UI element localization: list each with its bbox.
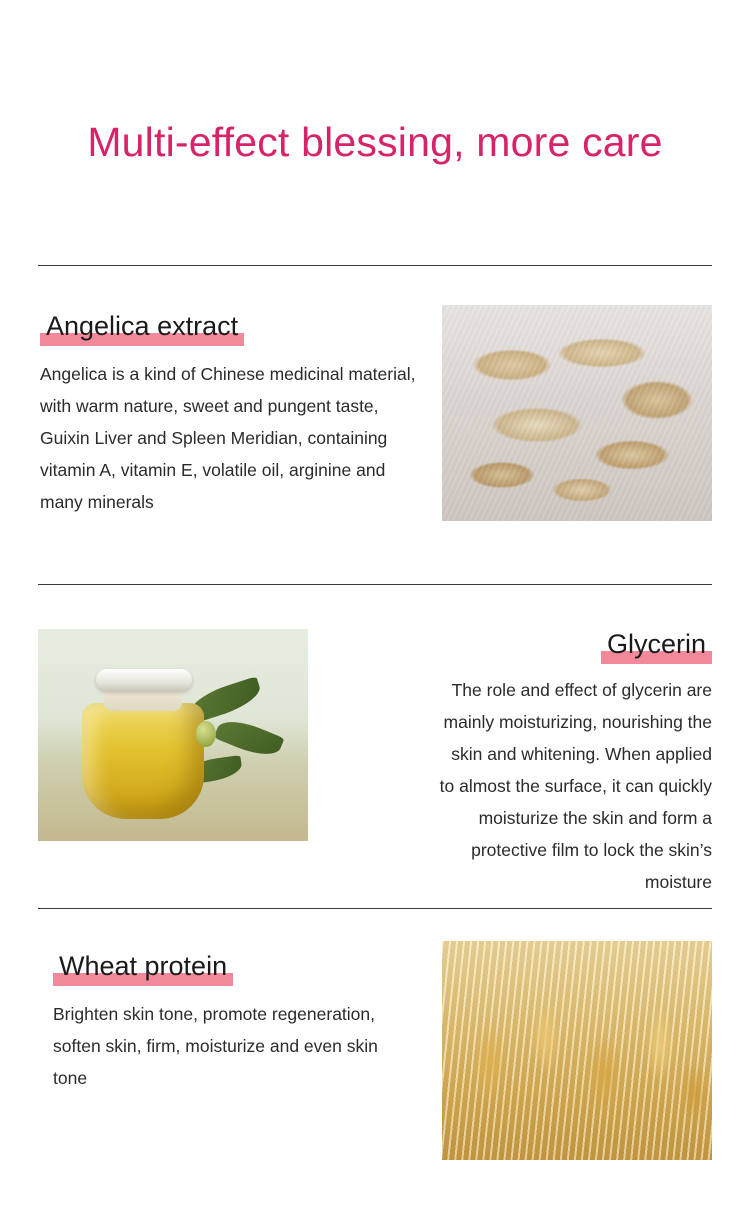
section-angelica-extract <box>40 312 420 518</box>
angelica-photo-art <box>442 305 712 521</box>
section-divider-bottom <box>38 908 712 909</box>
section-heading-glycerin: Glycerin <box>601 630 712 662</box>
section-body-glycerin: The role and effect of glycerin are mainly moisturizing, nourishing the skin and whitening. When applied to almost the surface, it can quickly moisturize the skin and form a protective film to lock the skin’s moisture <box>439 679 712 892</box>
page-title: Multi-effect blessing, more care <box>87 119 663 166</box>
oil-jar-body <box>82 703 204 819</box>
wheat-field-photo <box>442 941 712 1160</box>
angelica-slices-photo <box>442 305 712 521</box>
oil-jar-lid <box>96 669 192 691</box>
glycerin-oil-jar-photo <box>38 629 308 841</box>
wheat-photo-art <box>442 941 712 1160</box>
section-heading-wheat: Wheat protein <box>53 952 233 984</box>
section-glycerin <box>432 630 712 898</box>
section-body-wheat: Brighten skin tone, promote regeneration, soften skin, firm, moisturize and even skin tone <box>53 1003 378 1088</box>
leaf-icon <box>214 714 285 763</box>
section-divider-middle <box>38 584 712 585</box>
olive-icon <box>196 721 216 747</box>
glycerin-photo-art <box>38 629 308 841</box>
section-divider-top <box>38 265 712 266</box>
section-body-angelica: Angelica is a kind of Chinese medicinal material, with warm nature, sweet and pungent taste, Guixin Liver and Spleen Meridian, containing vitamin A, vitamin E, volatile oil, arginine and many minerals <box>40 363 416 512</box>
section-wheat-protein <box>53 952 403 1094</box>
section-heading-angelica: Angelica extract <box>40 312 244 344</box>
